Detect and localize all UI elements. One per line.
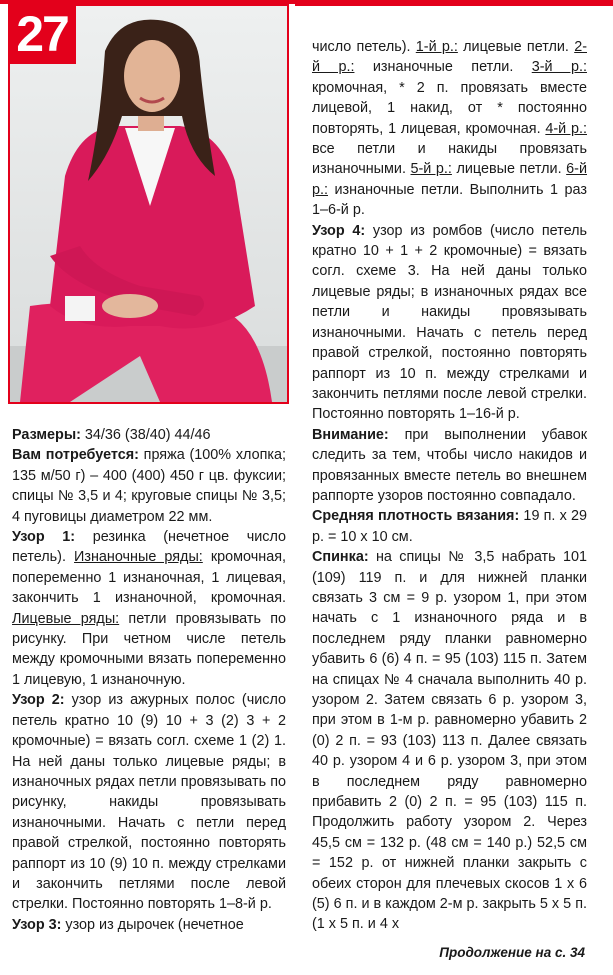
attention-paragraph <box>312 425 587 507</box>
rows-text-1: число петель). <box>312 39 416 55</box>
sizes-label: Размеры: <box>12 427 81 443</box>
pattern2-label: Узор 2: <box>12 692 65 709</box>
attention-label: Внимание: <box>312 426 389 443</box>
row-6-label: 6-й р.: <box>312 161 587 198</box>
row-3-label: 3-й р.: <box>531 59 587 76</box>
pattern4-label: Узор 4: <box>312 222 366 239</box>
pattern2-text: узор из ажурных полос (число петель кратно 10 (9) 10 + 3 (2) 3 + 2 кромочные) = вязать согл. схеме 1 (2) 1. На ней даны только лицевые ряды; в изнаночных рядах петли провязывать по рисунку, накиды провязывать изнаночными. Начать с петли перед правой стрелкой, постоянно повторять раппорт из 10 (9) 10 п. между стрелками и закончить петлями после левой стрелки. Постоянно повторять 1–8-й р. <box>12 692 287 913</box>
back-paragraph <box>312 547 587 935</box>
pattern1-paragraph <box>12 527 286 690</box>
pattern2-paragraph <box>12 690 286 914</box>
pattern4-paragraph <box>312 221 587 425</box>
left-text-column <box>12 425 286 935</box>
pattern1-label: Узор 1: <box>12 529 76 546</box>
right-text-column <box>312 37 587 935</box>
pattern1-text-1: резинка (нечетное число петель). <box>12 529 287 566</box>
pattern1-right-rows: Лицевые ряды: <box>12 610 120 627</box>
density-label: Средняя плотность вязания: <box>312 508 520 525</box>
pattern4-text: узор из ромбов (число петель кратно 10 + 1 + 2 кромочные) = вязать согл. схеме 3. На ней даны только лицевые ряды; в изнаночных рядах все петли и накиды провязывать изнаночными. Начать с петель перед правой стрелкой, постоянно повторять раппорт из 10 п. между стрелками и закончить петлями после левой стрелки. Постоянно повторять 1–16-й р. <box>312 222 588 423</box>
continuation-note: Продолжение на с. 34 <box>439 945 585 960</box>
rows-text-6: лицевые петли. <box>451 161 567 178</box>
rows-text-7: изнаночные петли. Выполнить 1 раз 1–6-й р. <box>312 181 587 219</box>
row-5-label: 5-й р.: <box>410 161 452 178</box>
pattern3-label: Узор 3: <box>12 916 62 933</box>
pattern1-wrong-rows: Изнаночные ряды: <box>74 549 203 566</box>
row-1-label: 1-й р.: <box>415 39 458 55</box>
model-photo <box>8 4 289 404</box>
materials-label: Вам потребуется: <box>12 447 139 464</box>
density-text: 19 п. х 29 р. = 10 х 10 см. <box>312 508 587 545</box>
rows-text-2: лицевые петли. <box>457 39 575 55</box>
pattern3-rows-paragraph <box>312 37 587 221</box>
materials-text: пряжа (100% хлопка; 135 м/50 г) – 400 (400) 450 г цв. фуксии; спицы № 3,5 и 4; круговые спицы № 3,5; 4 пуговицы диаметром 22 мм. <box>12 447 286 525</box>
materials-paragraph <box>12 445 286 527</box>
attention-text: при выполнении убавок следить за тем, чтобы число накидов и провязанных вместе петель во внешнем раппорте узоров постоянно совпадало. <box>312 426 587 504</box>
sizes-paragraph <box>12 425 286 445</box>
row-4-label: 4-й р.: <box>545 120 587 137</box>
pattern3-text: узор из дырочек (нечетное <box>61 916 244 933</box>
sizes-text: 34/36 (38/40) 44/46 <box>80 427 211 443</box>
pattern1-text-2: кромочная, попеременно 1 изнаночная, 1 лицевая, закончить 1 изнаночной, кромочная. <box>12 549 286 607</box>
back-label: Спинка: <box>312 549 369 566</box>
top-rule-right <box>295 4 613 6</box>
pattern3-paragraph <box>12 915 286 935</box>
rows-text-3: изнаночные петли. <box>354 59 532 76</box>
pattern1-text-3: петли провязывать по рисунку. При четном числе петель между кромочными вязать попеременно 1 лицевую, 1 изнаночную. <box>12 610 286 688</box>
rows-text-4: кромочная, * 2 п. провязать вместе лицевой, 1 накид, от * постоянно повторять, 1 лицевая, кромочная. <box>312 79 587 137</box>
rows-text-5: все петли и накиды провязать изнаночными. <box>312 141 587 178</box>
row-2-label: 2-й р.: <box>312 39 587 76</box>
back-text: на спицы № 3,5 набрать 101 (109) 119 п. и для нижней планки связать 3 см = 9 р. узором 1, при этом начать с 1 изнаночного ряда и в последнем ряду планки равномерно убавить 6 (6) 4 п. = 95 (103) 115 п. Затем на спицах № 4 сначала выполнить 40 р. узором 2. Затем связать 6 р. узором 3, при этом в 1-м р. равномерно убавить 2 (0) 2 п. = 93 (103) 113 п. Далее связать 40 р. узором 4 и 6 р. узором 3, при этом в последнем ряду равномерно прибавить 2 (0) 2 п. = 95 (103) 115 п. Продолжить работу узором 2. Через 45,5 см = 132 р. (48 см = 140 р.) 52,5 см = 152 р. от нижней планки закрыть с обеих сторон для плечевых скосов 1 х 6 (5) 6 п. и в каждом 2-м р. закрыть 5 х 5 п. (1 х 5 п. и 4 х <box>312 549 587 933</box>
density-paragraph <box>312 506 587 547</box>
pattern-number-badge: 27 <box>8 4 76 64</box>
